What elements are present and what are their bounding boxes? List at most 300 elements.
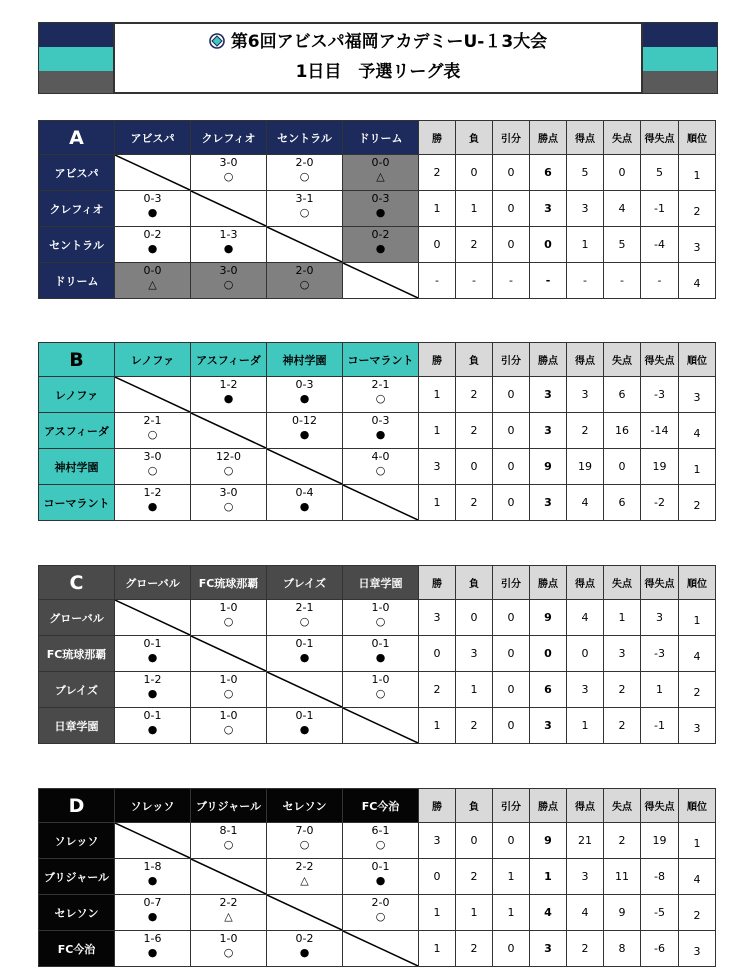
row-team-name: ブリジャール (39, 859, 115, 895)
result-mark: ● (147, 206, 158, 219)
match-score: 1-0 (371, 601, 390, 614)
stat-cell: 0 (419, 636, 456, 672)
group-letter: C (39, 566, 115, 600)
league-table-c (38, 565, 716, 744)
match-result-cell (343, 155, 419, 191)
rank-cell: 1 (679, 155, 716, 191)
stat-cell: 1 (419, 895, 456, 931)
match-score: 0-2 (371, 228, 390, 241)
stat-cell: -3 (641, 377, 679, 413)
row-team-name: FC今治 (39, 931, 115, 967)
table-header-row (39, 789, 716, 823)
stat-cell: 0 (456, 155, 493, 191)
match-score: 0-1 (295, 637, 314, 650)
stat-column-header: 失点 (604, 343, 641, 377)
match-result-cell (191, 931, 267, 967)
match-result-cell (267, 600, 343, 636)
result-mark: △ (376, 170, 385, 183)
column-team-header: アスフィーダ (191, 343, 267, 377)
group-letter: A (39, 121, 115, 155)
table-row (39, 155, 716, 191)
self-match-diagonal (191, 191, 267, 227)
stat-cell: -8 (641, 859, 679, 895)
stat-cell: 3 (604, 636, 641, 672)
stat-cell: 19 (567, 449, 604, 485)
self-match-diagonal (191, 859, 267, 895)
stat-column-header: 勝点 (530, 566, 567, 600)
page-title (115, 30, 641, 54)
stat-cell: 3 (530, 413, 567, 449)
column-team-header: セレソン (267, 789, 343, 823)
stat-column-header: 失点 (604, 121, 641, 155)
row-team-name: アスフィーダ (39, 413, 115, 449)
stat-cell: 11 (604, 859, 641, 895)
match-score: 12-0 (216, 450, 241, 463)
column-team-header: ドリーム (343, 121, 419, 155)
match-result-cell (267, 155, 343, 191)
match-result-cell (343, 600, 419, 636)
match-result-cell (191, 485, 267, 521)
self-match-diagonal (267, 672, 343, 708)
match-score: 1-3 (219, 228, 238, 241)
table-row (39, 413, 716, 449)
stat-cell: 3 (419, 449, 456, 485)
result-mark: ○ (299, 278, 310, 291)
result-mark: ○ (299, 615, 310, 628)
result-mark: ● (147, 874, 158, 887)
result-mark: ○ (223, 946, 234, 959)
stat-column-header: 引分 (493, 343, 530, 377)
match-result-cell (115, 449, 191, 485)
match-score: 2-1 (143, 414, 162, 427)
self-match-diagonal (267, 895, 343, 931)
stat-cell: 3 (530, 708, 567, 744)
result-mark: ● (375, 874, 386, 887)
stat-column-header: 得失点 (641, 789, 679, 823)
stat-cell: 9 (530, 823, 567, 859)
match-score: 0-0 (371, 156, 390, 169)
stat-column-header: 勝 (419, 343, 456, 377)
stat-cell: 0 (493, 600, 530, 636)
result-mark: △ (148, 278, 157, 291)
result-mark: ● (147, 500, 158, 513)
match-score: 0-7 (143, 896, 162, 909)
stat-cell: 2 (419, 155, 456, 191)
header-title-box (114, 22, 642, 94)
match-score: 1-2 (143, 486, 162, 499)
result-mark: ● (147, 946, 158, 959)
stat-cell: 1 (604, 600, 641, 636)
row-team-name: FC琉球那覇 (39, 636, 115, 672)
match-result-cell (191, 263, 267, 299)
table-header-row (39, 121, 716, 155)
row-team-name: グローバル (39, 600, 115, 636)
row-team-name: ソレッソ (39, 823, 115, 859)
rank-cell: 3 (679, 227, 716, 263)
stat-cell: 0 (493, 191, 530, 227)
stat-cell: 0 (530, 227, 567, 263)
stat-cell: 1 (419, 931, 456, 967)
stat-cell: 2 (604, 672, 641, 708)
match-score: 2-0 (295, 264, 314, 277)
result-mark: ● (223, 392, 234, 405)
stat-column-header: 負 (456, 121, 493, 155)
match-score: 3-0 (219, 264, 238, 277)
column-team-header: 神村学園 (267, 343, 343, 377)
result-mark: ○ (223, 500, 234, 513)
result-mark: ● (299, 500, 310, 513)
stat-column-header: 勝点 (530, 121, 567, 155)
result-mark: ○ (223, 838, 234, 851)
rank-cell: 3 (679, 708, 716, 744)
stat-column-header: 引分 (493, 121, 530, 155)
result-mark: ○ (223, 278, 234, 291)
result-mark: ● (299, 723, 310, 736)
stat-column-header: 得点 (567, 566, 604, 600)
table-header-row (39, 343, 716, 377)
stat-cell: -2 (641, 485, 679, 521)
match-score: 0-2 (143, 228, 162, 241)
match-result-cell (267, 823, 343, 859)
match-score: 0-3 (371, 192, 390, 205)
stat-cell: 1 (419, 377, 456, 413)
stat-column-header: 失点 (604, 789, 641, 823)
stat-cell: 0 (493, 672, 530, 708)
stat-cell: - (604, 263, 641, 299)
stat-cell: 6 (604, 377, 641, 413)
match-score: 6-1 (371, 824, 390, 837)
stat-cell: 1 (567, 708, 604, 744)
stat-column-header: 引分 (493, 566, 530, 600)
stat-cell: 5 (567, 155, 604, 191)
result-mark: ○ (375, 615, 386, 628)
match-score: 1-6 (143, 932, 162, 945)
match-score: 3-0 (219, 486, 238, 499)
stat-cell: 1 (567, 227, 604, 263)
match-score: 0-0 (143, 264, 162, 277)
match-score: 3-0 (143, 450, 162, 463)
result-mark: ○ (147, 428, 158, 441)
header-color-stripe-right (642, 22, 718, 94)
self-match-diagonal (343, 708, 419, 744)
match-result-cell (267, 377, 343, 413)
match-score: 0-4 (295, 486, 314, 499)
stat-cell: 1 (419, 191, 456, 227)
column-team-header: FC今治 (343, 789, 419, 823)
match-result-cell (343, 672, 419, 708)
stat-cell: 6 (604, 485, 641, 521)
match-result-cell (267, 859, 343, 895)
table-row (39, 600, 716, 636)
match-score: 0-1 (143, 709, 162, 722)
rank-cell: 4 (679, 636, 716, 672)
rank-cell: 3 (679, 377, 716, 413)
result-mark: ● (375, 206, 386, 219)
league-table-b (38, 342, 716, 521)
stat-cell: 2 (604, 708, 641, 744)
stat-cell: 2 (456, 227, 493, 263)
result-mark: ○ (223, 723, 234, 736)
stat-cell: 2 (456, 485, 493, 521)
column-team-header: ブリジャール (191, 789, 267, 823)
row-team-name: セレソン (39, 895, 115, 931)
stat-cell: 2 (567, 413, 604, 449)
stat-column-header: 失点 (604, 566, 641, 600)
stat-cell: - (493, 263, 530, 299)
row-team-name: レノファ (39, 377, 115, 413)
result-mark: ○ (375, 464, 386, 477)
self-match-diagonal (343, 263, 419, 299)
match-result-cell (267, 931, 343, 967)
result-mark: ○ (375, 392, 386, 405)
result-mark: ○ (299, 170, 310, 183)
table-row (39, 895, 716, 931)
match-result-cell (343, 636, 419, 672)
match-score: 0-1 (371, 860, 390, 873)
stat-cell: 0 (493, 449, 530, 485)
result-mark: △ (224, 910, 233, 923)
match-score: 0-1 (295, 709, 314, 722)
stat-cell: 0 (493, 636, 530, 672)
stat-cell: 3 (530, 377, 567, 413)
rank-cell: 1 (679, 449, 716, 485)
column-team-header: アビスパ (115, 121, 191, 155)
match-score: 3-0 (219, 156, 238, 169)
stat-column-header: 得点 (567, 789, 604, 823)
stat-cell: 0 (493, 708, 530, 744)
match-result-cell (115, 485, 191, 521)
column-team-header: セントラル (267, 121, 343, 155)
table-row (39, 227, 716, 263)
match-result-cell (267, 485, 343, 521)
stat-cell: 3 (567, 191, 604, 227)
match-result-cell (115, 895, 191, 931)
column-team-header: レノファ (115, 343, 191, 377)
row-team-name: クレフィオ (39, 191, 115, 227)
stat-column-header: 負 (456, 343, 493, 377)
result-mark: ● (147, 910, 158, 923)
result-mark: ○ (375, 687, 386, 700)
match-result-cell (267, 708, 343, 744)
stat-cell: -5 (641, 895, 679, 931)
match-score: 0-3 (295, 378, 314, 391)
result-mark: ○ (375, 838, 386, 851)
column-team-header: ソレッソ (115, 789, 191, 823)
rank-cell: 4 (679, 859, 716, 895)
match-score: 2-1 (295, 601, 314, 614)
stat-cell: 3 (530, 191, 567, 227)
stat-cell: 4 (567, 600, 604, 636)
result-mark: ○ (223, 170, 234, 183)
match-result-cell (115, 859, 191, 895)
stat-cell: 6 (530, 155, 567, 191)
table-row (39, 859, 716, 895)
rank-cell: 1 (679, 600, 716, 636)
match-score: 4-0 (371, 450, 390, 463)
stat-cell: 19 (641, 823, 679, 859)
match-score: 7-0 (295, 824, 314, 837)
league-table-a (38, 120, 716, 299)
match-result-cell (191, 708, 267, 744)
stat-cell: 2 (456, 708, 493, 744)
match-result-cell (115, 708, 191, 744)
match-score: 2-0 (295, 156, 314, 169)
stat-cell: 19 (641, 449, 679, 485)
stat-cell: 3 (530, 931, 567, 967)
stat-cell: 1 (493, 895, 530, 931)
stat-cell: 0 (419, 859, 456, 895)
stat-cell: 0 (456, 449, 493, 485)
match-score: 1-2 (143, 673, 162, 686)
stat-column-header: 負 (456, 789, 493, 823)
row-team-name: ブレイズ (39, 672, 115, 708)
table-row (39, 672, 716, 708)
match-result-cell (191, 600, 267, 636)
stat-cell: 2 (419, 672, 456, 708)
match-score: 3-1 (295, 192, 314, 205)
column-team-header: FC琉球那覇 (191, 566, 267, 600)
stat-cell: 6 (530, 672, 567, 708)
group-letter: D (39, 789, 115, 823)
row-team-name: アビスパ (39, 155, 115, 191)
stat-column-header: 順位 (679, 789, 716, 823)
table-row (39, 377, 716, 413)
stat-column-header: 負 (456, 566, 493, 600)
stat-cell: - (456, 263, 493, 299)
stat-cell: 3 (530, 485, 567, 521)
column-team-header: クレフィオ (191, 121, 267, 155)
table-row (39, 263, 716, 299)
stat-cell: 4 (567, 485, 604, 521)
rank-cell: 2 (679, 485, 716, 521)
match-score: 8-1 (219, 824, 238, 837)
stat-column-header: 得失点 (641, 343, 679, 377)
stat-cell: 0 (493, 931, 530, 967)
self-match-diagonal (343, 931, 419, 967)
stat-cell: 0 (493, 485, 530, 521)
match-score: 0-3 (371, 414, 390, 427)
match-score: 1-0 (219, 673, 238, 686)
match-score: 0-2 (295, 932, 314, 945)
stat-cell: 5 (604, 227, 641, 263)
table-row (39, 191, 716, 227)
stat-column-header: 得点 (567, 121, 604, 155)
match-score: 1-8 (143, 860, 162, 873)
match-score: 0-1 (143, 637, 162, 650)
stat-cell: 1 (419, 708, 456, 744)
result-mark: ● (147, 242, 158, 255)
stat-column-header: 引分 (493, 789, 530, 823)
match-result-cell (191, 823, 267, 859)
match-result-cell (191, 895, 267, 931)
stat-cell: 4 (530, 895, 567, 931)
page-subtitle: 1日目 予選リーグ表 (295, 62, 461, 82)
result-mark: ○ (299, 838, 310, 851)
stat-column-header: 順位 (679, 566, 716, 600)
row-team-name: セントラル (39, 227, 115, 263)
rank-cell: 3 (679, 931, 716, 967)
self-match-diagonal (191, 636, 267, 672)
result-mark: ○ (299, 206, 310, 219)
row-team-name: コーマラント (39, 485, 115, 521)
match-result-cell (267, 636, 343, 672)
stat-cell: 8 (604, 931, 641, 967)
stat-column-header: 得失点 (641, 566, 679, 600)
table-row (39, 485, 716, 521)
table-row (39, 931, 716, 967)
stat-cell: 1 (456, 895, 493, 931)
stat-cell: 3 (419, 600, 456, 636)
match-result-cell (343, 377, 419, 413)
stat-cell: 3 (641, 600, 679, 636)
rank-cell: 2 (679, 895, 716, 931)
stat-cell: 0 (493, 413, 530, 449)
stat-cell: 0 (419, 227, 456, 263)
rank-cell: 4 (679, 263, 716, 299)
stat-cell: 0 (493, 227, 530, 263)
rank-cell: 1 (679, 823, 716, 859)
match-result-cell (343, 895, 419, 931)
stat-cell: 3 (567, 672, 604, 708)
stat-cell: 5 (641, 155, 679, 191)
row-team-name: 日章学園 (39, 708, 115, 744)
row-team-name: 神村学園 (39, 449, 115, 485)
stat-cell: 0 (567, 636, 604, 672)
self-match-diagonal (115, 823, 191, 859)
stat-cell: 2 (567, 931, 604, 967)
match-score: 0-12 (292, 414, 317, 427)
match-result-cell (343, 413, 419, 449)
result-mark: ○ (223, 464, 234, 477)
match-result-cell (191, 377, 267, 413)
column-team-header: グローバル (115, 566, 191, 600)
match-result-cell (267, 413, 343, 449)
table-header-row (39, 566, 716, 600)
stat-cell: 9 (530, 600, 567, 636)
rank-cell: 2 (679, 191, 716, 227)
table-row (39, 708, 716, 744)
match-score: 1-0 (371, 673, 390, 686)
match-result-cell (191, 449, 267, 485)
stat-cell: 1 (419, 485, 456, 521)
match-score: 1-2 (219, 378, 238, 391)
stat-column-header: 勝点 (530, 789, 567, 823)
match-score: 2-1 (371, 378, 390, 391)
stat-cell: 1 (493, 859, 530, 895)
stat-cell: 2 (456, 859, 493, 895)
stat-column-header: 得点 (567, 343, 604, 377)
stat-cell: - (567, 263, 604, 299)
self-match-diagonal (191, 413, 267, 449)
stat-cell: -4 (641, 227, 679, 263)
match-score: 1-0 (219, 709, 238, 722)
match-score: 0-1 (371, 637, 390, 650)
match-result-cell (115, 672, 191, 708)
self-match-diagonal (115, 600, 191, 636)
self-match-diagonal (267, 449, 343, 485)
result-mark: ● (147, 723, 158, 736)
stat-cell: 2 (456, 931, 493, 967)
stat-column-header: 勝 (419, 566, 456, 600)
stat-cell: 0 (493, 377, 530, 413)
self-match-diagonal (115, 377, 191, 413)
match-score: 2-0 (371, 896, 390, 909)
stat-cell: - (419, 263, 456, 299)
league-table-d (38, 788, 716, 967)
stat-cell: 21 (567, 823, 604, 859)
stat-cell: 1 (456, 672, 493, 708)
result-mark: ○ (375, 910, 386, 923)
